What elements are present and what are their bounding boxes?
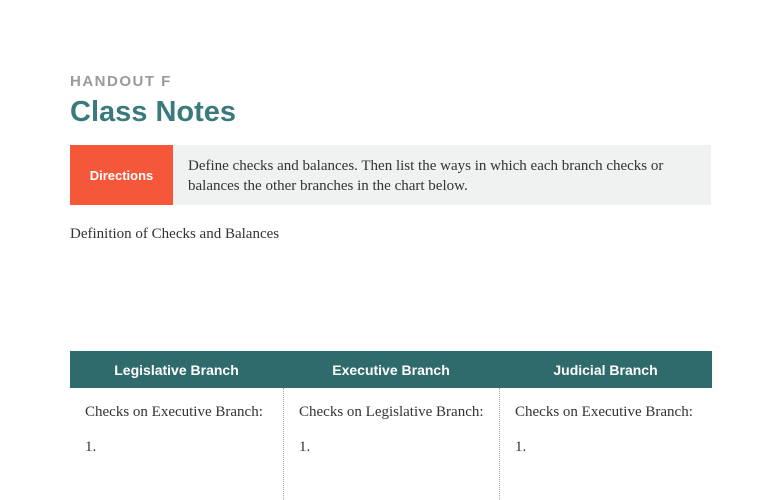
cell-prompt: Checks on Executive Branch: [515, 404, 693, 420]
cell-item-number: 1. [85, 439, 97, 455]
header-judicial-branch: Judicial Branch [553, 361, 658, 378]
cell-executive [283, 388, 499, 500]
directions-text: Define checks and balances. Then list the ways in which each branch checks or balances the other branches in the chart below. [173, 145, 711, 205]
header-executive-branch: Executive Branch [332, 361, 450, 378]
branches-chart [70, 351, 712, 500]
page-title: Class Notes [70, 96, 237, 128]
cell-prompt: Checks on Executive Branch: [85, 404, 263, 420]
chart-body-row [70, 388, 712, 500]
cell-prompt: Checks on Legislative Branch: [299, 404, 484, 420]
directions-box [70, 145, 711, 205]
handout-kicker: HANDOUT F [70, 73, 172, 90]
directions-label: Directions [70, 145, 173, 205]
chart-header-row [70, 351, 712, 388]
cell-legislative [70, 388, 283, 500]
cell-judicial [499, 388, 712, 500]
cell-item-number: 1. [299, 439, 311, 455]
definition-label: Definition of Checks and Balances [70, 226, 280, 242]
cell-item-number: 1. [515, 439, 527, 455]
header-legislative-branch: Legislative Branch [114, 361, 239, 378]
